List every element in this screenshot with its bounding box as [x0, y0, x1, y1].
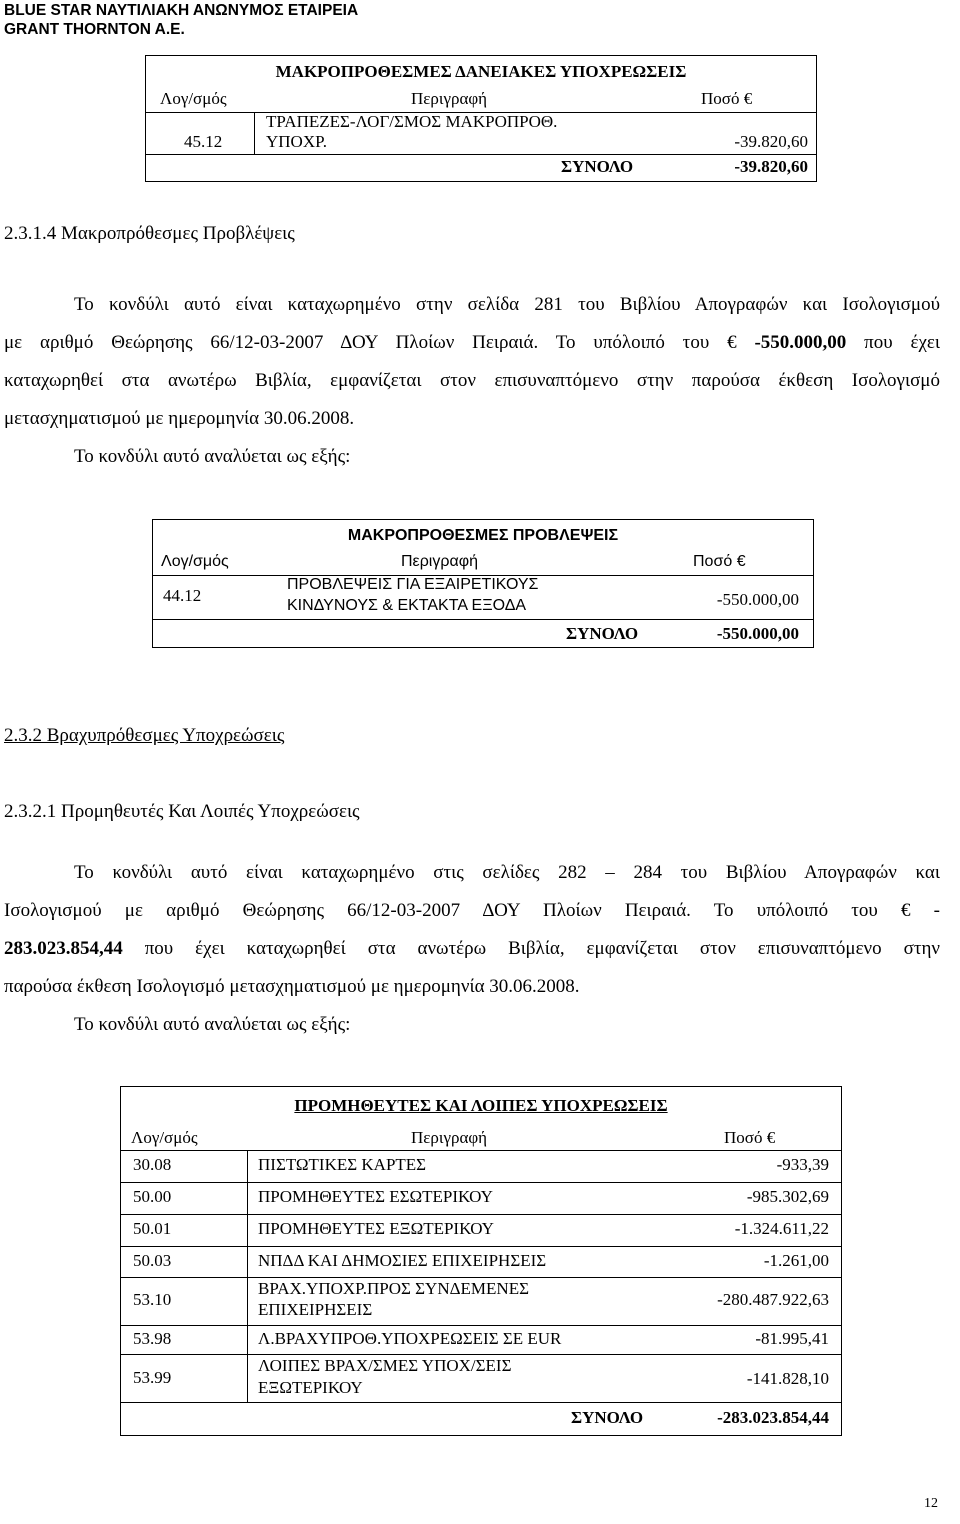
total-label: ΣΥΝΟΛΟ [571, 1408, 644, 1427]
table-row-description: ΠΡΟΜΗΘΕΥΤΕΣ ΕΣΩΤΕΡΙΚΟΥ [258, 1187, 493, 1206]
paragraph-line: μετασχηματισμού με ημερομηνία 30.06.2008. [4, 408, 355, 429]
table-row-account: 50.03 [133, 1251, 172, 1270]
euro-icon: € [736, 553, 746, 570]
table-row-account: 30.08 [133, 1155, 172, 1174]
total-amount: -283.023.854,44 [717, 1408, 829, 1427]
paragraph-line [4, 324, 940, 362]
euro-icon: € [766, 1128, 776, 1147]
paragraph-line [4, 892, 940, 930]
paragraph-line [4, 930, 940, 968]
euro-icon: € [727, 332, 737, 353]
table-row-description: ΝΠΔΔ ΚΑΙ ΔΗΜΟΣΙΕΣ ΕΠΙΧΕΙΡΗΣΕΙΣ [258, 1251, 547, 1270]
table-row-amount: -39.820,60 [734, 132, 808, 151]
euro-icon: € [743, 89, 753, 108]
paragraph-line: Το κονδύλι αυτό είναι καταχωρημένο στην σελίδα 281 του Βιβλίου Απογραφών και Ισολογισμού [74, 294, 940, 315]
table-row-description: ΛΟΙΠΕΣ ΒΡΑΧ/ΣΜΕΣ ΥΠΟΧ/ΣΕΙΣ [258, 1356, 512, 1375]
analysis-line: Το κονδύλι αυτό αναλύεται ως εξής: [74, 446, 351, 467]
col-header-amount-label: Ποσό [701, 89, 740, 108]
total-amount: -550.000,00 [716, 624, 799, 643]
col-header-amount [701, 89, 752, 109]
table-row-amount: -933,39 [776, 1155, 829, 1174]
table-row-account: 50.00 [133, 1187, 172, 1206]
col-header-description: Περιγραφή [411, 89, 488, 108]
total-label: ΣΥΝΟΛΟ [566, 624, 639, 643]
table-row-description: ΠΙΣΤΩΤΙΚΕΣ ΚΑΡΤΕΣ [258, 1155, 427, 1174]
section-heading: 2.3.2.1 Προμηθευτές Και Λοιπές Υποχρεώσεις [4, 801, 360, 822]
long-term-loans-table [145, 55, 817, 182]
col-header-amount [724, 1128, 775, 1148]
table-row-account: 44.12 [163, 586, 202, 605]
table-row-description: ΒΡΑΧ.ΥΠΟΧΡ.ΠΡΟΣ ΣΥΝΔΕΜΕΝΕΣ [258, 1279, 529, 1298]
suppliers-table [120, 1086, 842, 1436]
table-row-amount: -280.487.922,63 [717, 1290, 829, 1309]
table-row-description-cont: ΚΙΝΔΥΝΟΥΣ & ΕΚΤΑΚΤΑ ΕΞΟΔΑ [287, 597, 527, 614]
paragraph-text: € - [901, 900, 940, 921]
provisions-table [152, 519, 814, 648]
table-row-amount: -1.261,00 [763, 1251, 829, 1270]
table-row-description: ΠΡΟΜΗΘΕΥΤΕΣ ΕΞΩΤΕΡΙΚΟΥ [258, 1219, 494, 1238]
table-row-amount: -81.995,41 [755, 1329, 829, 1348]
total-amount: -39.820,60 [734, 157, 808, 176]
paragraph-text: που έχει καταχωρηθεί στα ανωτέρω Βιβλία, εμφανίζεται στον επισυναπτόμενο στην [144, 938, 940, 959]
table-row-account: 45.12 [184, 132, 223, 151]
balance-amount: 283.023.854,44 [4, 938, 123, 959]
table-row-description-cont: ΕΞΩΤΕΡΙΚΟΥ [258, 1378, 363, 1397]
paragraph-line: Το κονδύλι αυτό είναι καταχωρημένο στις σελίδες 282 – 284 του Βιβλίου Απογραφών και [74, 862, 940, 883]
col-header-description: Περιγραφή [401, 553, 478, 570]
analysis-line: Το κονδύλι αυτό αναλύεται ως εξής: [74, 1014, 351, 1035]
table-title: ΠΡΟΜΗΘΕΥΤΕΣ ΚΑΙ ΛΟΙΠΕΣ ΥΠΟΧΡΕΩΣΕΙΣ [294, 1096, 668, 1115]
col-header-amount-label: Ποσό [724, 1128, 763, 1147]
table-row-description-cont: ΕΠΙΧΕΙΡΗΣΕΙΣ [258, 1300, 373, 1319]
section-heading: 2.3.2 Βραχυπρόθεσμες Υποχρεώσεις [4, 725, 285, 746]
table-row-account: 53.10 [133, 1290, 172, 1309]
section-paragraph [4, 286, 940, 476]
col-header-description: Περιγραφή [411, 1128, 488, 1147]
paragraph-line: παρούσα έκθεση Ισολογισμό μετασχηματισμού με ημερομηνία 30.06.2008. [4, 976, 580, 997]
table-row-description-cont: ΥΠΟΧΡ. [266, 132, 327, 151]
col-header-amount [693, 552, 746, 572]
table-title: ΜΑΚΡΟΠΡΟΘΕΣΜΕΣ ΔΑΝΕΙΑΚΕΣ ΥΠΟΧΡΕΩΣΕΙΣ [275, 62, 687, 81]
table-row-description: ΤΡΑΠΕΖΕΣ-ΛΟΓ/ΣΜΟΣ ΜΑΚΡΟΠΡΟΘ. [266, 112, 558, 131]
table-row-description: Λ.ΒΡΑΧΥΠΡΟΘ.ΥΠΟΧΡΕΩΣΕΙΣ ΣΕ EUR [258, 1329, 562, 1348]
table-row-amount: -1.324.611,22 [734, 1219, 829, 1238]
table-row-account: 53.98 [133, 1329, 172, 1348]
paragraph-text: που έχει [864, 332, 941, 353]
table-row-account: 50.01 [133, 1219, 172, 1238]
paragraph-text: με αριθμό Θεώρησης 66/12-03-2007 ΔΟΥ Πλοίων Πειραιά. Το υπόλοιπό του [4, 332, 710, 353]
balance-amount: -550.000,00 [754, 332, 847, 353]
paragraph-text: Ισολογισμού με αριθμό Θεώρησης 66/12-03-2007 ΔΟΥ Πλοίων Πειραιά. Το υπόλοιπό του [4, 900, 878, 921]
company-name: BLUE STAR ΝΑΥΤΙΛΙΑΚΗ ΑΝΩΝΥΜΟΣ ΕΤΑΙΡΕΙΑ [4, 2, 359, 19]
col-header-account: Λογ/σμός [131, 1128, 198, 1147]
table-title: ΜΑΚΡΟΠΡΟΘΕΣΜΕΣ ΠΡΟΒΛΕΨΕΙΣ [347, 527, 619, 544]
auditor-name: GRANT THORNTON A.E. [4, 21, 185, 38]
table-row-account: 53.99 [133, 1368, 172, 1387]
table-row-amount: -550.000,00 [716, 590, 799, 609]
paragraph-line: καταχωρηθεί στα ανωτέρω Βιβλία, εμφανίζεται στον επισυναπτόμενο στην παρούσα έκθεση Ισολογισμό [4, 370, 940, 391]
col-header-account: Λογ/σμός [161, 553, 229, 570]
table-row-amount: -141.828,10 [746, 1369, 829, 1388]
section-paragraph [4, 854, 940, 1044]
total-label: ΣΥΝΟΛΟ [561, 157, 634, 176]
col-header-amount-label: Ποσό [693, 553, 733, 570]
table-row-amount: -985.302,69 [746, 1187, 829, 1206]
col-header-account: Λογ/σμός [160, 89, 227, 108]
section-heading: 2.3.1.4 Μακροπρόθεσμες Προβλέψεις [4, 223, 295, 244]
table-row-description: ΠΡΟΒΛΕΨΕΙΣ ΓΙΑ ΕΞΑΙΡΕΤΙΚΟΥΣ [287, 576, 539, 593]
page-number: 12 [924, 1496, 938, 1511]
